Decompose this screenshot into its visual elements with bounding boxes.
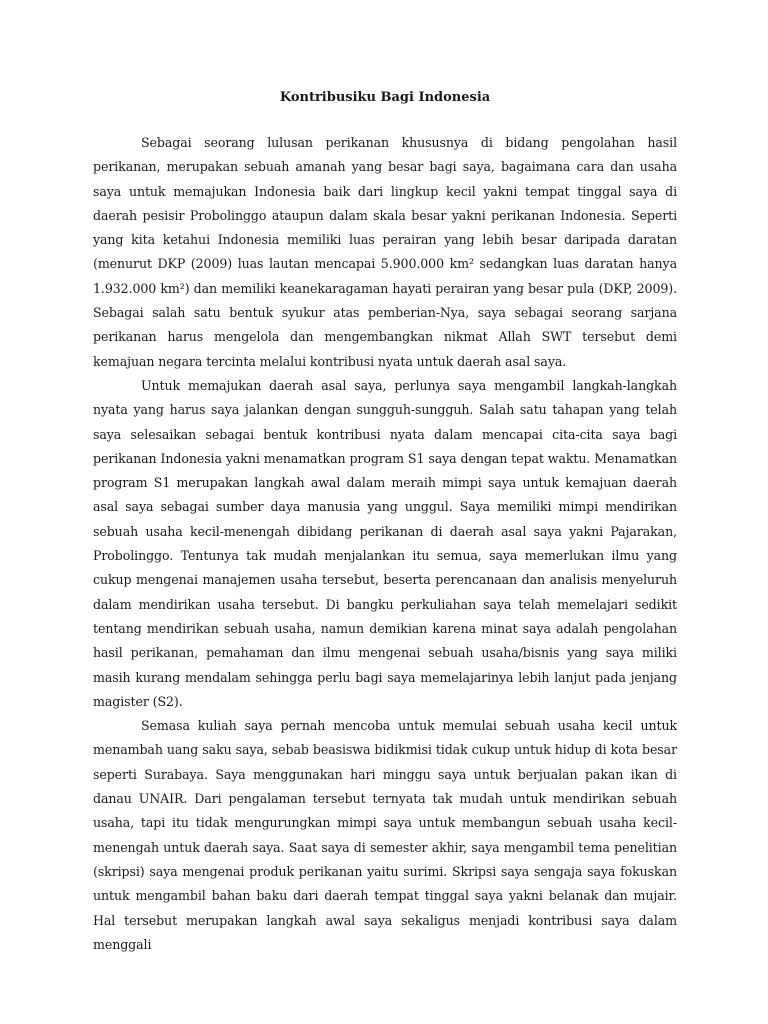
document-body — [93, 131, 677, 957]
paragraph-2: Untuk memajukan daerah asal saya, perlunya saya mengambil langkah-langkah nyata yang harus saya jalankan dengan sungguh-sungguh. Salah satu tahapan yang telah saya selesaikan sebagai bentuk kontribusi nyata dalam mencapai cita-cita saya bagi perikanan Indonesia yakni menamatkan program S1 saya dengan tepat waktu. Menamatkan program S1 merupakan langkah awal dalam meraih mimpi saya untuk kemajuan daerah asal saya sebagai sumber daya manusia yang unggul. Saya memiliki mimpi mendirikan sebuah usaha kecil-menengah dibidang perikanan di daerah asal saya yakni Pajarakan, Probolinggo. Tentunya tak mudah menjalankan itu semua, saya memerlukan ilmu yang cukup mengenai manajemen usaha tersebut, beserta perencanaan dan analisis menyeluruh dalam mendirikan usaha tersebut. Di bangku perkuliahan saya telah memelajari sedikit tentang mendirikan sebuah usaha, namun demikian karena minat saya adalah pengolahan hasil perikanan, pemahaman dan ilmu mengenai sebuah usaha/bisnis yang saya miliki masih kurang mendalam sehingga perlu bagi saya memelajarinya lebih lanjut pada jenjang magister (S2). — [93, 377, 677, 709]
paragraph-1: Sebagai seorang lulusan perikanan khususnya di bidang pengolahan hasil perikanan, merupakan sebuah amanah yang besar bagi saya, bagaimana cara dan usaha saya untuk memajukan Indonesia baik dari lingkup kecil yakni tempat tinggal saya di daerah pesisir Probolinggo ataupun dalam skala besar yakni perikanan Indonesia. Seperti yang kita ketahui Indonesia memiliki luas perairan yang lebih besar daripada daratan (menurut DKP (2009) luas lautan mencapai 5.900.000 km² sedangkan luas daratan hanya 1.932.000 km²) dan memiliki keanekaragaman hayati perairan yang besar pula (DKP, 2009). Sebagai salah satu bentuk syukur atas pemberian-Nya, saya sebagai seorang sarjana perikanan harus mengelola dan mengembangkan nikmat Allah SWT tersebut demi kemajuan negara tercinta melalui kontribusi nyata untuk daerah asal saya. — [93, 135, 677, 369]
document-title: Kontribusiku Bagi Indonesia — [279, 90, 491, 105]
paragraph-3: Semasa kuliah saya pernah mencoba untuk memulai sebuah usaha kecil untuk menambah uang saku saya, sebab beasiswa bidikmisi tidak cukup untuk hidup di kota besar seperti Surabaya. Saya menggunakan hari minggu saya untuk berjualan pakan ikan di danau UNAIR. Dari pengalaman tersebut ternyata tak mudah untuk mendirikan sebuah usaha, tapi itu tidak mengurungkan mimpi saya untuk membangun sebuah usaha kecil-menengah untuk daerah saya. Saat saya di semester akhir, saya mengambil tema penelitian (skripsi) saya mengenai produk perikanan yaitu surimi. Skripsi saya sengaja saya fokuskan untuk mengambil bahan baku dari daerah tempat tinggal saya yakni belanak dan mujair. Hal tersebut merupakan langkah awal saya sekaligus menjadi kontribusi saya dalam menggali — [93, 718, 677, 952]
